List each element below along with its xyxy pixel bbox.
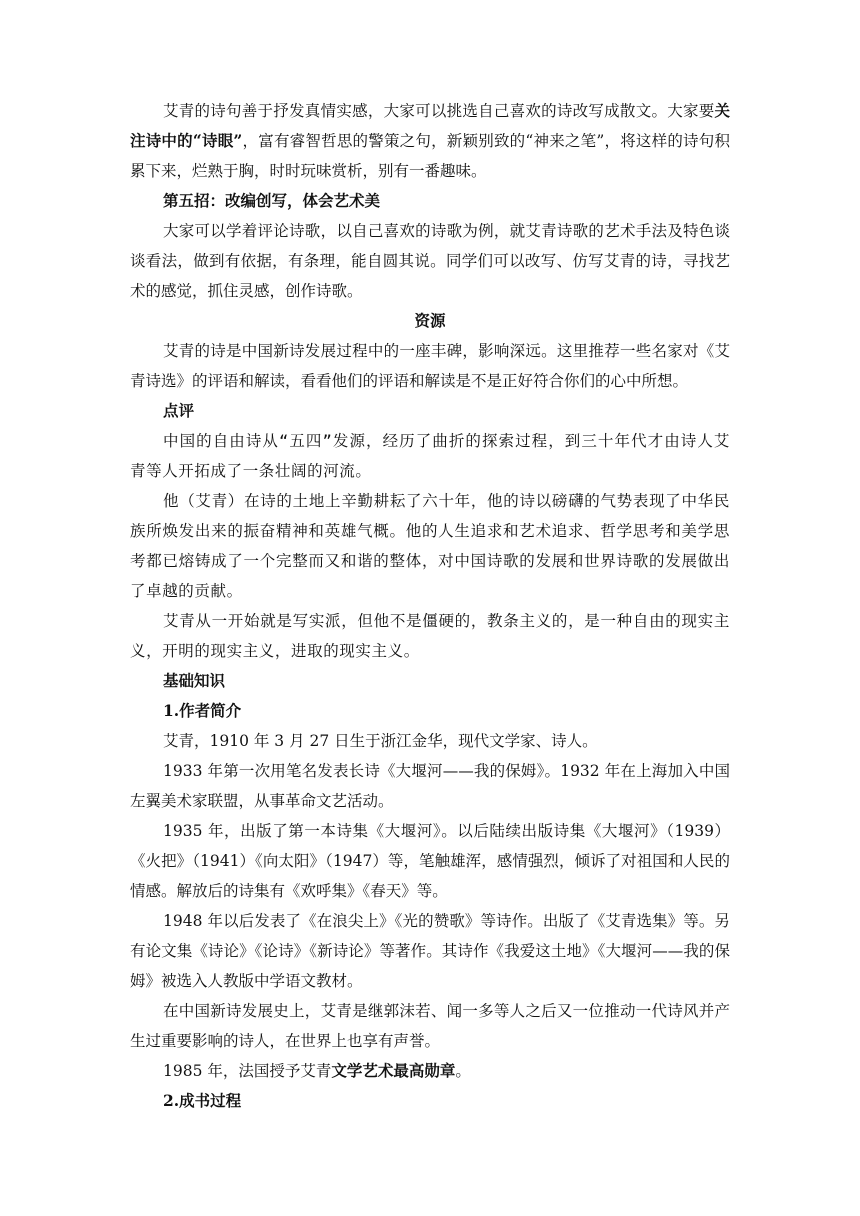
comment-paragraph-3: 艾青从一开始就是写实派，但他不是僵硬的，教条主义的，是一种自由的现实主义，开明的现实主义，进取的现实主义。	[130, 612, 730, 660]
text: 艾青的诗句善于抒发真情实感，大家可以挑选自己喜欢的诗改写成散文。大家要	[163, 102, 715, 120]
subsection-book-process: 2.成书过程	[163, 1091, 242, 1110]
paragraph-poetry-to-prose	[130, 96, 730, 186]
basics-heading: 基础知识	[163, 671, 226, 690]
text: 1985 年，法国授予艾青	[163, 1062, 332, 1080]
paragraph-1985-award	[130, 1056, 730, 1086]
comment-paragraph-2: 他（艾青）在诗的土地上辛勤耕耘了六十年，他的诗以磅礴的气势表现了中华民族所焕发出来的振奋精神和英雄气概。他的人生追求和艺术追求、哲学思考和美学思考都已熔铸成了一个完整而又和谐的整体，对中国诗歌的发展和世界诗歌的发展做出了卓越的贡献。	[130, 492, 730, 600]
comment-paragraph-1: 中国的自由诗从“五四”发源，经历了曲折的探索过程，到三十年代才由诗人艾青等人开拓成了一条壮阔的河流。	[130, 432, 730, 480]
section-heading-step-five: 第五招：改编创写，体会艺术美	[163, 191, 381, 210]
bold-emphasis: 文学艺术最高勋章	[331, 1061, 456, 1080]
paragraph-1935: 1935 年，出版了第一本诗集《大堰河》。以后陆续出版诗集《大堰河》（1939）《火把》（1941）《向太阳》（1947）等，笔触雄浑，感情强烈，倾诉了对祖国和人民的情感。解放后的诗集有《欢呼集》《春天》等。	[130, 822, 730, 900]
text: 。	[455, 1062, 471, 1080]
paragraph-1948: 1948 年以后发表了《在浪尖上》《光的赞歌》等诗作。出版了《艾青选集》等。另有论文集《诗论》《论诗》《新诗论》等著作。其诗作《我爱这土地》《大堰河——我的保姆》被选入人教版中学语文教材。	[130, 912, 730, 990]
document-body	[130, 96, 730, 1116]
subsection-author-intro: 1.作者简介	[163, 701, 242, 720]
paragraph-1933: 1933 年第一次用笔名发表长诗《大堰河——我的保姆》。1932 年在上海加入中国左翼美术家联盟，从事革命文艺活动。	[130, 762, 730, 810]
paragraph-resources-intro: 艾青的诗是中国新诗发展过程中的一座丰碑，影响深远。这里推荐一些名家对《艾青诗选》的评语和解读，看看他们的评语和解读是不是正好符合你们的心中所想。	[130, 342, 730, 390]
paragraph-adapt-create: 大家可以学着评论诗歌，以自己喜欢的诗歌为例，就艾青诗歌的艺术手法及特色谈谈看法，做到有依据，有条理，能自圆其说。同学们可以改写、仿写艾青的诗，寻找艺术的感觉，抓住灵感，创作诗歌。	[130, 222, 730, 300]
text: ，富有睿智哲思的警策之句，新颖别致的“神来之笔”，将这样的诗句积累下来，烂熟于胸，时时玩味赏析，别有一番趣味。	[130, 132, 730, 180]
paragraph-birth: 艾青，1910 年 3 月 27 日生于浙江金华，现代文学家、诗人。	[163, 732, 598, 750]
bold-emphasis: 关注诗中的“诗眼”	[130, 101, 730, 150]
resources-heading: 资源	[414, 311, 446, 330]
comment-heading: 点评	[163, 401, 195, 420]
paragraph-influence: 在中国新诗发展史上，艾青是继郭沫若、闻一多等人之后又一位推动一代诗风并产生过重要影响的诗人，在世界上也享有声誉。	[130, 1002, 730, 1050]
